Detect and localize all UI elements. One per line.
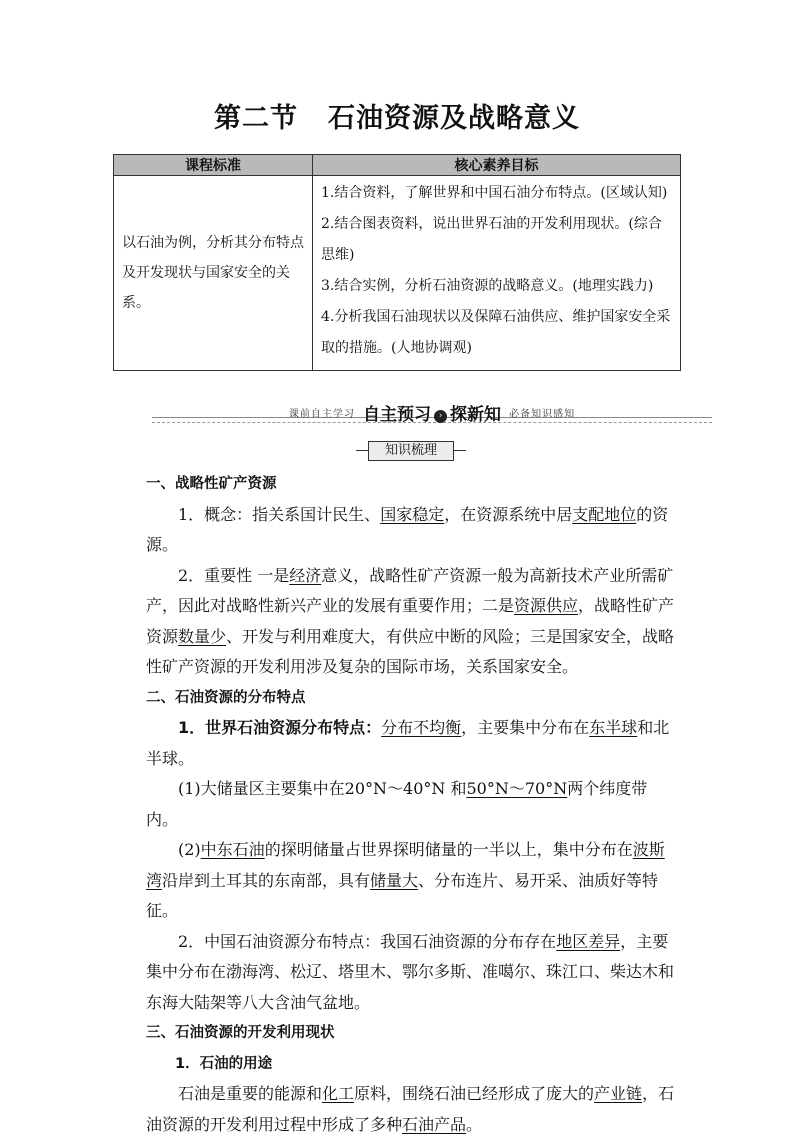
goal-item: 3.结合实例，分析石油资源的战略意义。(地理实践力) [321, 278, 654, 294]
knowledge-tag-label: 知识梳理 [368, 441, 454, 461]
paragraph: (2)中东石油的探明储量占世界探明储量的一半以上，集中分布在波斯湾沿岸到土耳其的东南部，具有储量大、分布连片、易开采、油质好等特征。 [146, 840, 665, 920]
header-course-standard: 课程标准 [114, 155, 313, 176]
paragraph: 1．世界石油资源分布特点：分布不均衡，主要集中分布在东半球和北半球。 [146, 718, 670, 768]
heading-1: 一、战略性矿产资源 [146, 476, 277, 492]
core-goals-cell [313, 176, 681, 371]
paragraph: 石油是重要的能源和化工原料，围绕石油已经形成了庞大的产业链，石油资源的开发利用过程中形成了多种石油产品。 [146, 1084, 675, 1134]
banner-right-label: 必备知识感知 [509, 409, 576, 420]
goal-item: 4.分析我国石油现状以及保障石油供应、维护国家安全采取的措施。(人地协调观) [321, 309, 671, 356]
knowledge-tag [356, 441, 466, 461]
standards-table [113, 154, 681, 371]
heading-2: 二、石油资源的分布特点 [146, 689, 306, 706]
banner-main-1: 自主预习 [363, 405, 431, 425]
content [146, 469, 676, 1140]
paragraph: (1)大储量区主要集中在20°N～40°N 和50°N～70°N两个纬度带内。 [146, 779, 648, 829]
heading-3: 三、石油资源的开发利用现状 [146, 1025, 335, 1041]
goal-item: 2.结合图表资料，说出世界石油的开发利用现状。(综合思维) [321, 216, 662, 263]
course-standard-text: 以石油为例，分析其分布特点及开发现状与国家安全的关系。 [114, 176, 313, 371]
section-banner [152, 400, 712, 425]
heading-4: 1．石油的用途 [175, 1055, 273, 1072]
page-title [0, 96, 794, 135]
goal-item: 1.结合资料，了解世界和中国石油分布特点。(区域认知) [321, 185, 668, 201]
paragraph: 2．中国石油资源分布特点：我国石油资源的分布存在地区差异，主要集中分布在渤海湾、松辽、塔里木、鄂尔多斯、准噶尔、珠江口、柴达木和东海大陆架等八大含油气盆地。 [146, 931, 675, 1012]
banner-main-2: 探新知 [450, 405, 501, 425]
paragraph: 1．概念：指关系国计民生、国家稳定，在资源系统中居支配地位的资源。 [146, 504, 669, 554]
chevron-right-icon: › [434, 410, 447, 423]
section-number: 第二节 [214, 103, 298, 134]
section-title: 石油资源及战略意义 [328, 103, 580, 134]
paragraph: 2．重要性 一是经济意义，战略性矿产资源一般为高新技术产业所需矿产，因此对战略性新兴产业的发展有重要作用；二是资源供应，战略性矿产资源数量少、开发与利用难度大，有供应中断的风险；三是国家安全，战略性矿产资源的开发利用涉及复杂的国际市场，关系国家安全。 [146, 565, 675, 676]
header-core-goals: 核心素养目标 [313, 155, 681, 176]
banner-left-label: 课前自主学习 [288, 409, 355, 420]
